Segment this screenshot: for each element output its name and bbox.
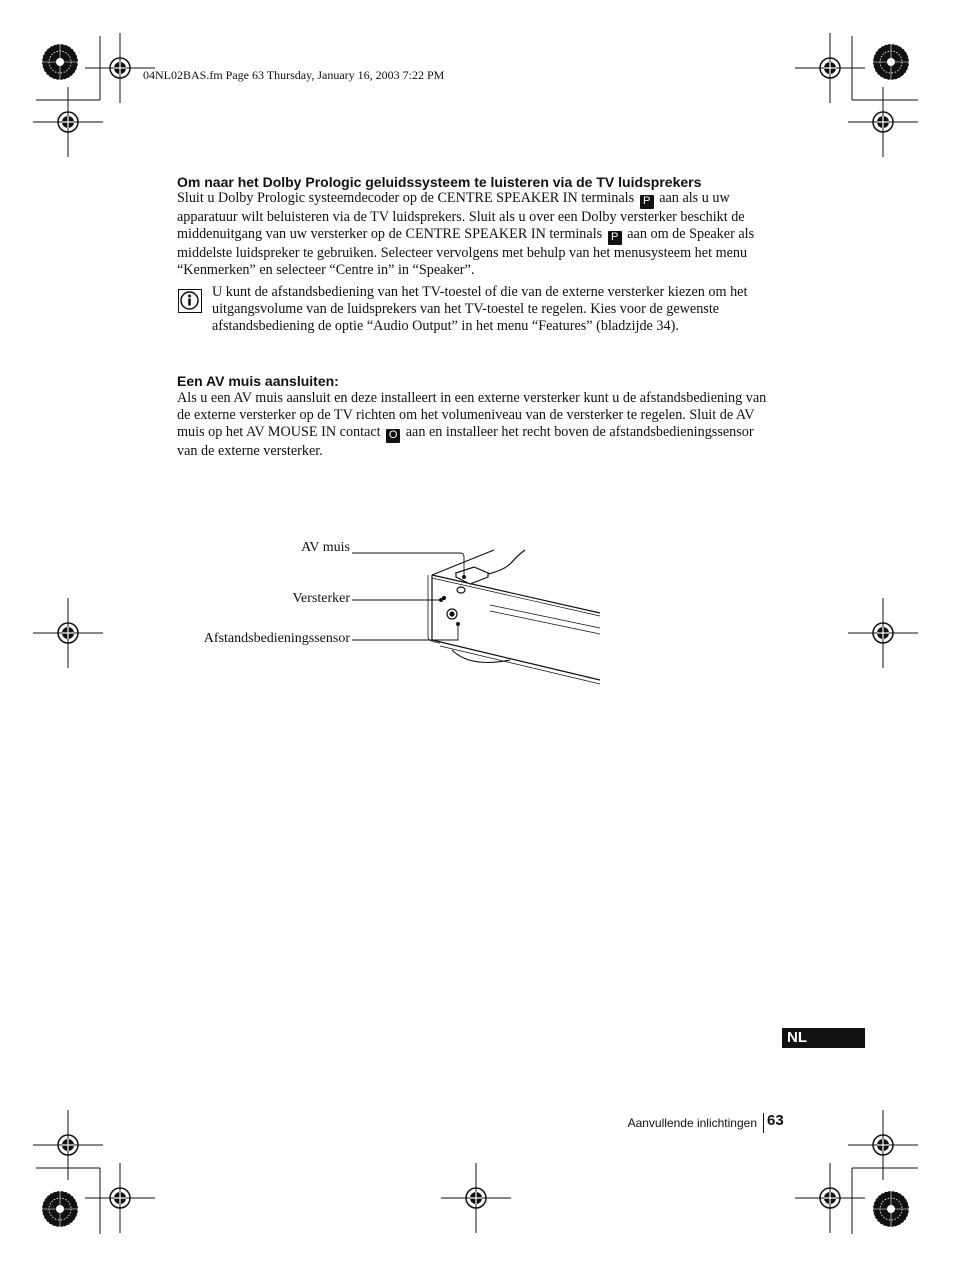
registration-mark: [795, 1163, 865, 1233]
registration-mark: [33, 598, 103, 668]
registration-mark: [441, 1163, 511, 1233]
registration-mark: [795, 33, 865, 103]
info-icon: [178, 289, 202, 313]
section-body-av-mouse: [177, 390, 777, 461]
starburst-mark-top-left: [42, 44, 78, 80]
diagram-label-versterker: Versterker: [292, 591, 350, 606]
file-slug: 04NL02BAS.fm Page 63 Thursday, January 16, 2003 7:22 PM: [143, 68, 445, 82]
registration-mark: [33, 87, 103, 157]
diagram-label-av-muis: AV muis: [301, 540, 350, 555]
body-text: Sluit u Dolby Prologic systeemdecoder op de CENTRE SPEAKER IN terminals: [177, 190, 635, 206]
body-text: aan en installeer het recht boven de afstandsbedieningssensor van de externe versterker.: [177, 424, 754, 460]
registration-mark: [848, 1110, 918, 1180]
body-text: Als u een AV muis aansluit en deze installeert in een externe versterker kunt u de afstandsbediening van de externe versterker op de TV richten om het volumeniveau van de versterker te regelen. Sluit de AV muis op het AV MOUSE IN contact: [177, 390, 767, 441]
starburst-mark-bottom-right: [873, 1191, 909, 1227]
note-text: U kunt de afstandsbediening van het TV-toestel of die van de externe versterker kiezen om het uitgangsvolume van de luidsprekers van het TV-toestel te regelen. Kies voor de gewenste afstandsbediening de optie “Audio Output” in het menu “Features” (bladzijde 34).: [212, 284, 748, 335]
terminal-p-key-icon: P: [608, 231, 622, 245]
section-heading-av-mouse: Een AV muis aansluiten:: [177, 373, 339, 389]
language-tab: NL: [782, 1028, 865, 1048]
section-heading-dolby: Om naar het Dolby Prologic geluidssysteem te luisteren via de TV luidsprekers: [177, 174, 702, 190]
body-text: aan als u uw apparatuur wilt beluisteren via de TV luidsprekers. Sluit als u over een Dolby versterker beschikt de middenuitgang van uw versterker op de CENTRE SPEAKER IN terminals: [177, 190, 745, 243]
diagram-label-sensor: Afstandsbedieningssensor: [203, 631, 350, 646]
footer-section-title: Aanvullende inlichtingen: [627, 1116, 757, 1130]
registration-mark: [33, 1110, 103, 1180]
av-mouse-cable: [488, 550, 525, 574]
registration-mark: [848, 598, 918, 668]
page-number: 63: [767, 1112, 784, 1129]
av-mouse-in-o-key-icon: O: [386, 429, 400, 443]
registration-mark: [85, 1163, 155, 1233]
section-body-dolby: [177, 190, 777, 280]
footer-divider: [763, 1113, 764, 1133]
body-text: aan om de Speaker als middelste luidspreker te gebruiken. Selecteer vervolgens met behulp van het menusysteem het menu “Kenmerken” en selecteer “Centre in” in “Speaker”.: [177, 226, 755, 279]
leader-lines: [352, 553, 466, 640]
amplifier-illustration: [428, 550, 600, 684]
starburst-mark-bottom-left: [42, 1191, 78, 1227]
terminal-p-key-icon: P: [640, 195, 654, 209]
starburst-mark-top-right: [873, 44, 909, 80]
registration-mark: [848, 87, 918, 157]
